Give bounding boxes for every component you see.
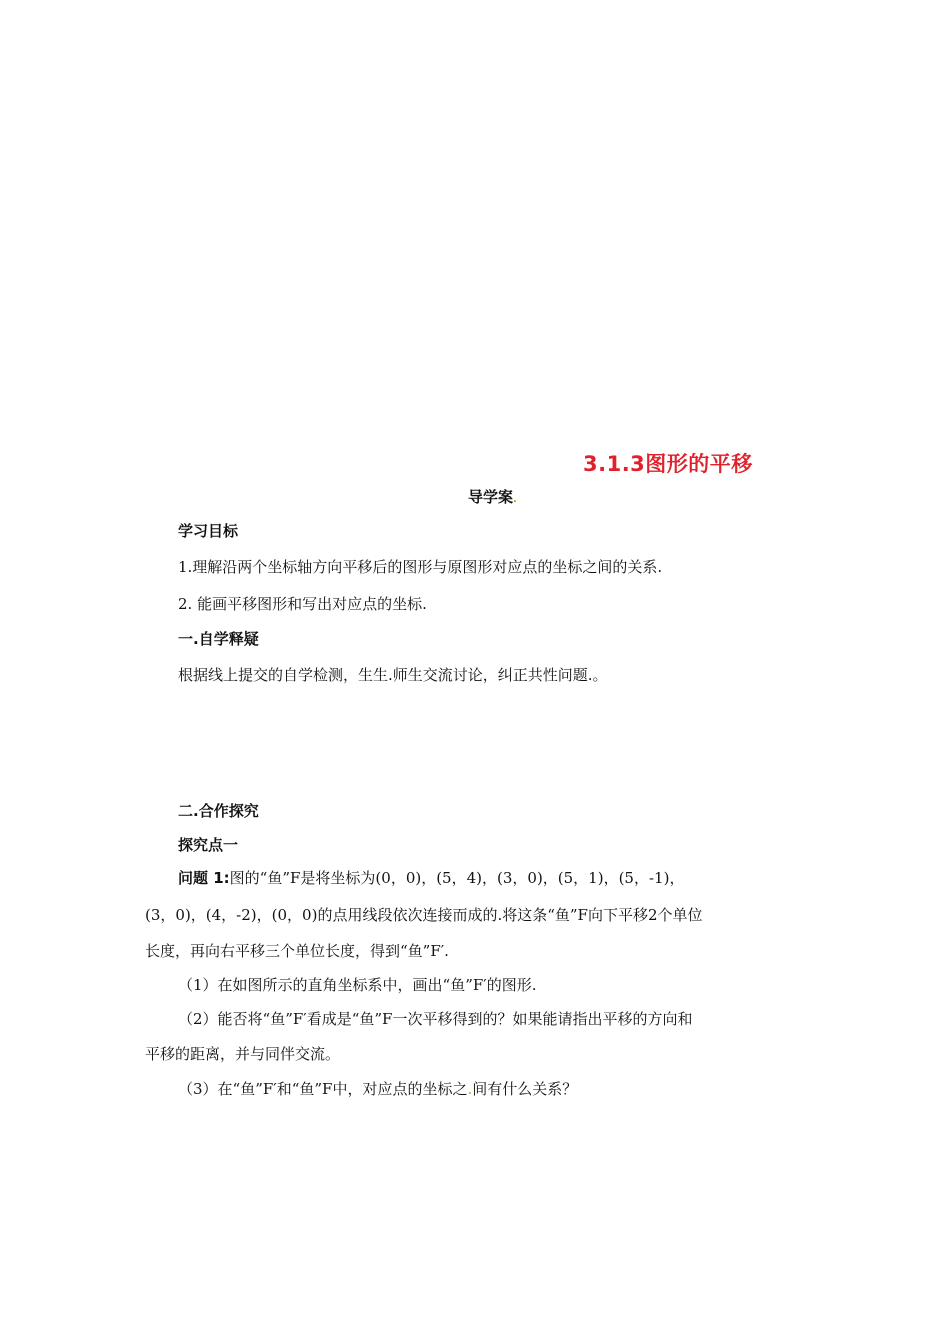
problem-line-2: (3，0)，(4，-2)，(0，0)的点用线段依次连接而成的.将这条“鱼”F向下平移2个单位 <box>145 906 703 924</box>
subtitle-mark: . <box>513 494 517 505</box>
section1-heading: 一.自学释疑 <box>178 630 259 648</box>
objectives-heading: 学习目标 <box>178 522 239 540</box>
problem-line-1 <box>178 867 684 888</box>
objective-item-1: 1.理解沿两个坐标轴方向平移后的图形与原图形对应点的坐标之间的关系. <box>178 558 663 576</box>
problem-line-3: 长度，再向右平移三个单位长度，得到“鱼”F′. <box>145 942 449 960</box>
exploration-point-heading: 探究点一 <box>178 836 239 854</box>
objective-item-2: 2. 能画平移图形和写出对应点的坐标. <box>178 595 427 613</box>
question-3-part-2: 间有什么关系？ <box>472 1080 578 1098</box>
problem-text-1: 图的“鱼”F是将坐标为(0，0)，(5，4)，(3，0)，(5，1)，(5，-1)， <box>229 869 685 887</box>
question-3-mark: . <box>467 1080 473 1098</box>
question-2-line-2: 平移的距离，并与同伴交流。 <box>145 1045 341 1063</box>
subtitle-text: 导学案 <box>468 488 514 506</box>
document-subtitle <box>468 486 517 507</box>
question-1: （1）在如图所示的直角坐标系中，画出“鱼”F′的图形. <box>178 976 537 994</box>
question-3 <box>178 1078 577 1099</box>
question-3-part-1: （3）在“鱼”F′和“鱼”F中，对应点的坐标之 <box>178 1080 468 1098</box>
question-2-line-1: （2）能否将“鱼”F′看成是“鱼”F一次平移得到的？如果能请指出平移的方向和 <box>178 1010 693 1028</box>
section1-text: 根据线上提交的自学检测，生生.师生交流讨论，纠正共性问题.。 <box>178 666 608 684</box>
section2-heading: 二.合作探究 <box>178 802 259 820</box>
problem-label: 问题 1: <box>178 869 230 887</box>
document-title: 3.1.3图形的平移 <box>583 452 753 476</box>
